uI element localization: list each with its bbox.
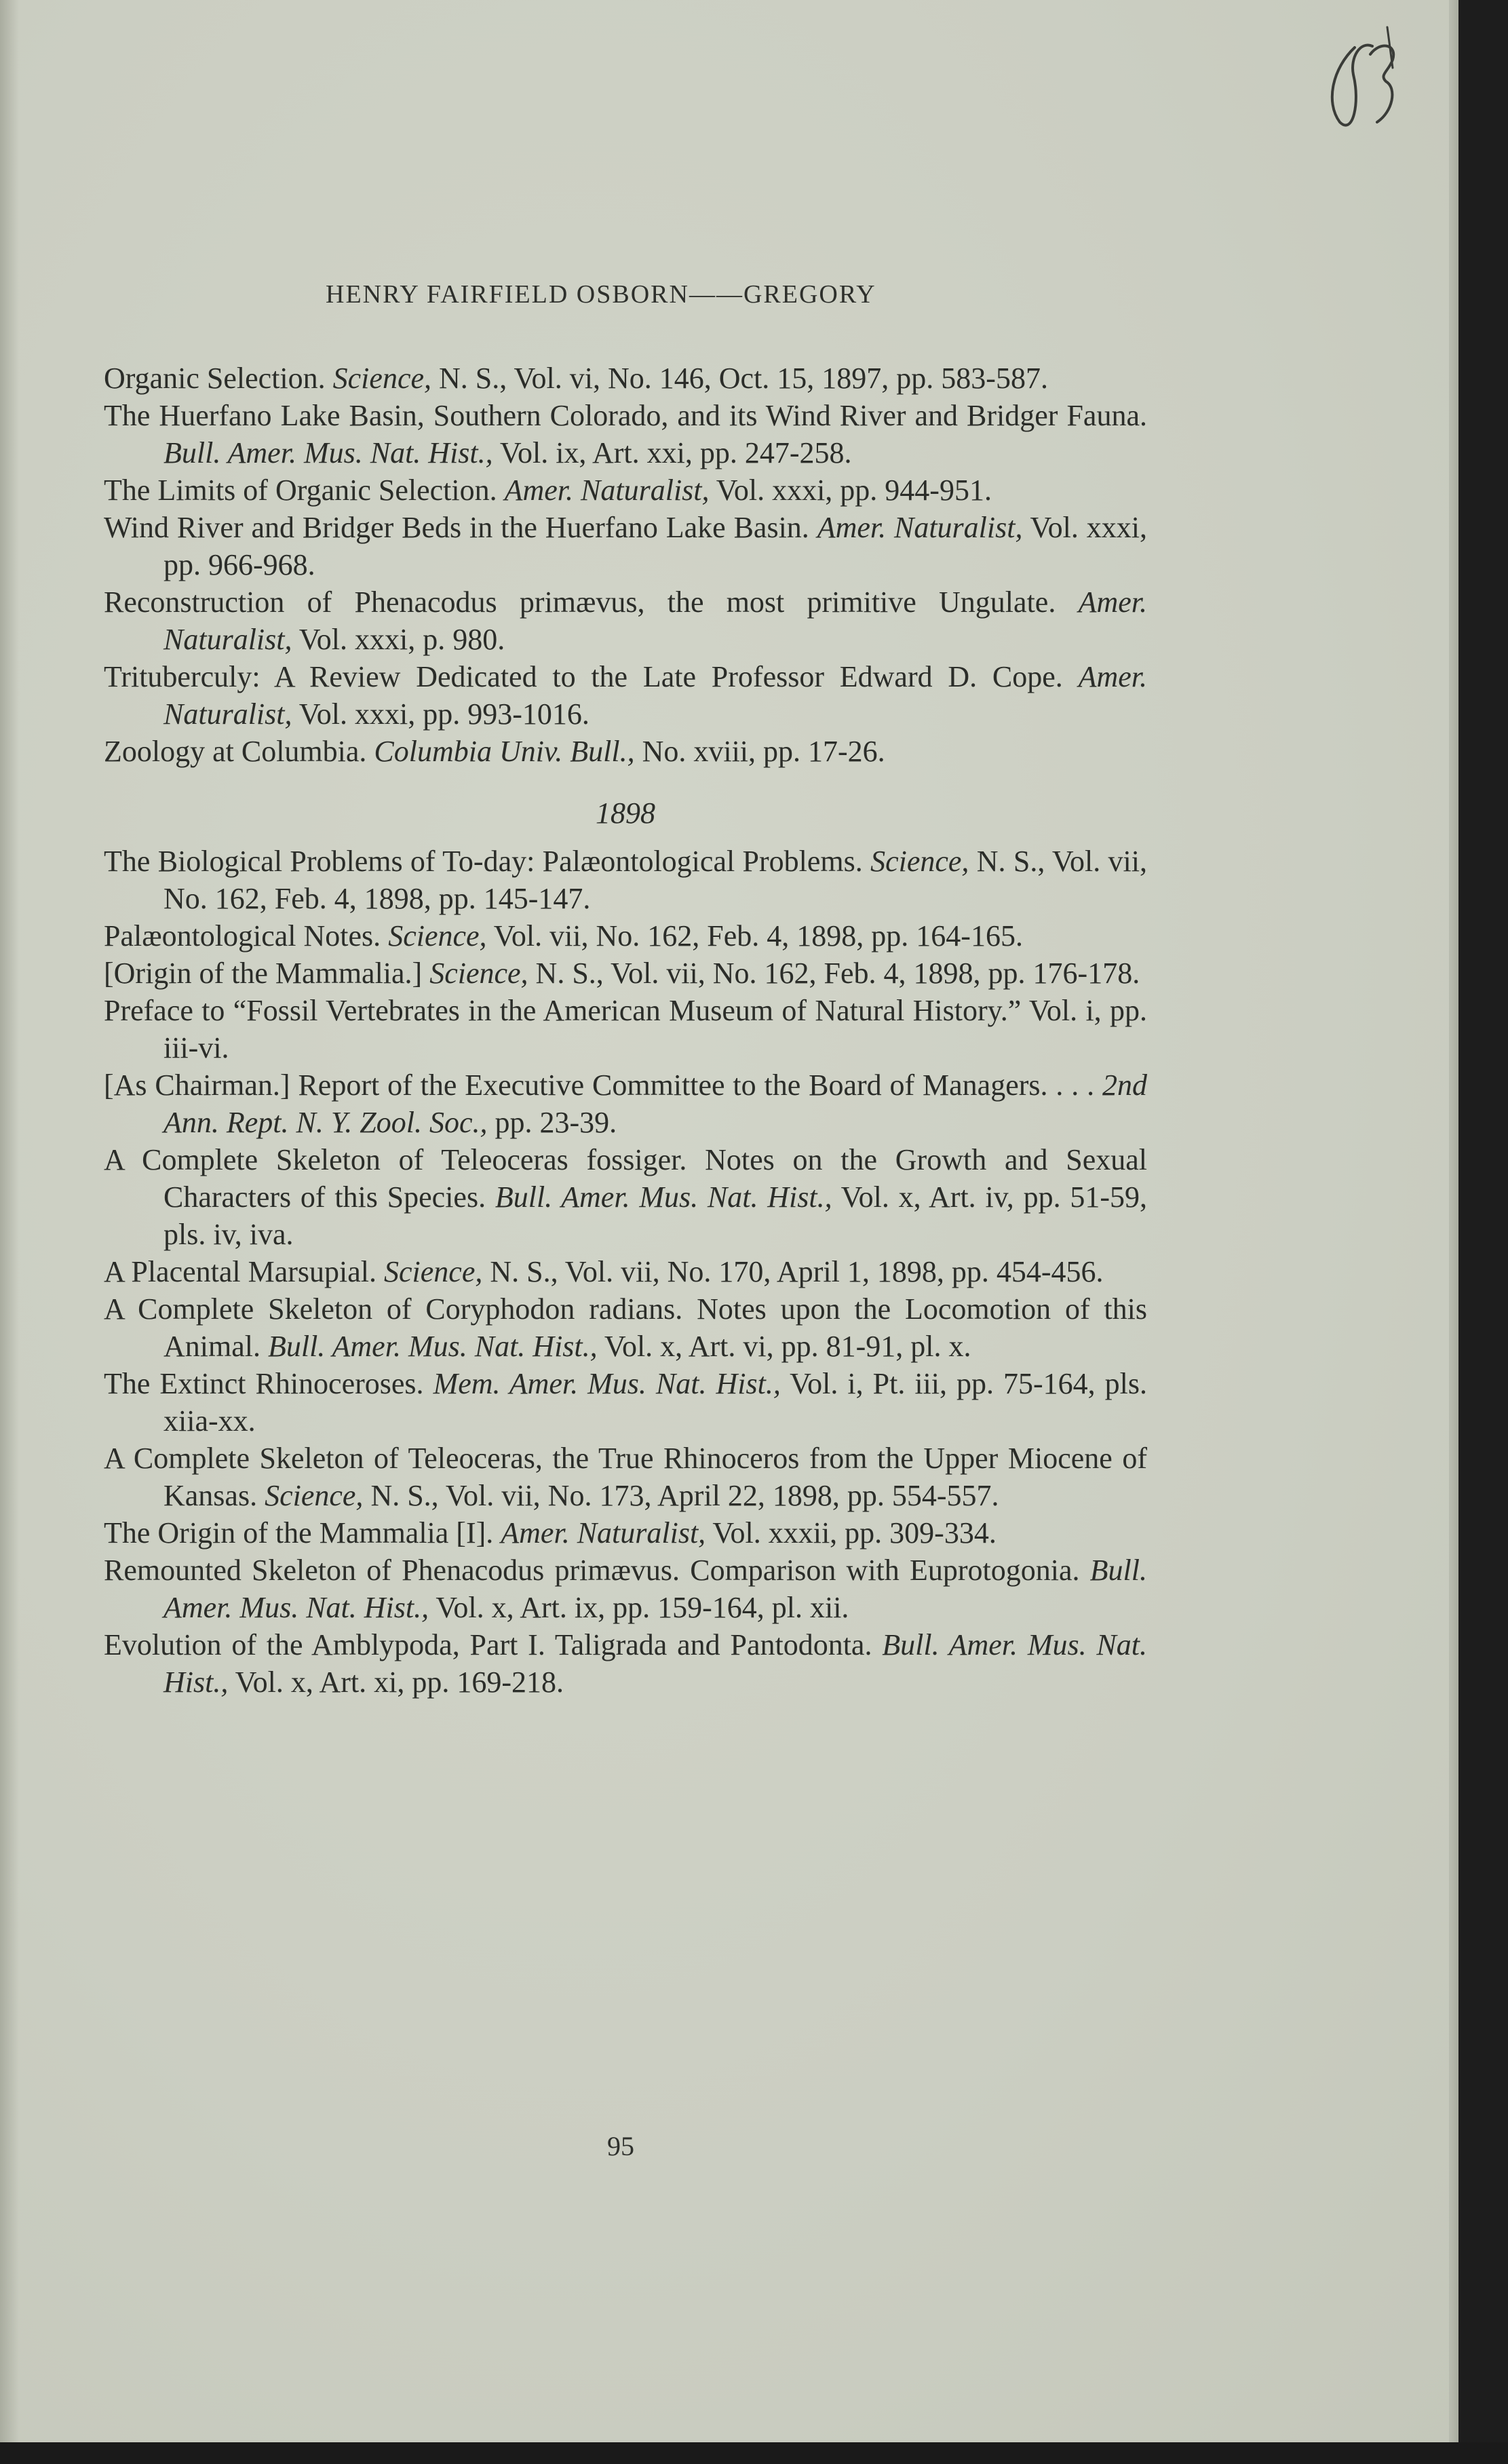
entry-journal: Amer. Naturalist, — [163, 660, 1147, 731]
entry-journal: Amer. Naturalist, — [163, 585, 1147, 656]
bibliography-entry — [104, 1626, 1147, 1701]
bibliography-entry — [104, 509, 1147, 583]
entry-journal: Science, — [265, 1479, 364, 1512]
entry-citation: Vol. xxxi, pp. 966-968. — [163, 511, 1147, 581]
entry-title: [Origin of the Mammalia.] — [104, 957, 430, 990]
entry-journal: Bull. Amer. Mus. Nat. Hist., — [163, 436, 493, 469]
bibliography-entry — [104, 1552, 1147, 1626]
entry-citation: N. S., Vol. vii, No. 173, April 22, 1898, pp. 554-557. — [363, 1479, 999, 1512]
bibliography-entry — [104, 917, 1147, 955]
entry-citation: N. S., Vol. vii, No. 162, Feb. 4, 1898, pp. 176-178. — [528, 957, 1140, 990]
bibliography-entry — [104, 1141, 1147, 1253]
entry-journal: Science, — [870, 845, 969, 878]
bibliography-body — [104, 360, 1147, 1701]
handwritten-folio-mark — [1313, 20, 1414, 142]
entry-journal: Mem. Amer. Mus. Nat. Hist., — [433, 1367, 781, 1400]
bibliography-entry — [104, 992, 1147, 1066]
entry-citation: Vol. xxxii, pp. 309-334. — [705, 1516, 997, 1549]
entry-title: The Huerfano Lake Basin, Southern Colorado, and its Wind River and Bridger Fauna. — [104, 399, 1147, 432]
entry-citation: pp. 23-39. — [487, 1106, 617, 1139]
entry-title: Palæontological Notes. — [104, 919, 389, 952]
bibliography-entry — [104, 1365, 1147, 1440]
bibliography-entry — [104, 1514, 1147, 1552]
entry-title: The Limits of Organic Selection. — [104, 474, 505, 507]
entry-journal: Science, — [332, 362, 431, 395]
entry-journal: Science, — [429, 957, 528, 990]
entry-title: Preface to “Fossil Vertebrates in the American Museum of Natural History.” Vol. i, pp. iii-vi. — [104, 994, 1147, 1064]
entry-title: Trituberculy: A Review Dedicated to the Late Professor Edward D. Cope. — [104, 660, 1079, 693]
entry-citation: Vol. ix, Art. xxi, pp. 247-258. — [492, 436, 852, 469]
entry-journal: Science, — [388, 919, 487, 952]
entry-citation: N. S., Vol. vi, No. 146, Oct. 15, 1897, pp. 583-587. — [431, 362, 1048, 395]
running-header: HENRY FAIRFIELD OSBORN——GREGORY — [326, 280, 876, 309]
entry-citation: Vol. xxxi, pp. 944-951. — [709, 474, 992, 507]
entry-citation: N. S., Vol. vii, No. 170, April 1, 1898, pp. 454-456. — [482, 1255, 1104, 1288]
entry-citation: Vol. x, Art. xi, pp. 169-218. — [228, 1666, 564, 1699]
entry-journal: Bull. Amer. Mus. Nat. Hist., — [163, 1554, 1147, 1624]
bibliography-entry — [104, 471, 1147, 509]
entry-title: The Extinct Rhinoceroses. — [104, 1367, 433, 1400]
entry-citation: Vol. vii, No. 162, Feb. 4, 1898, pp. 164-165. — [486, 919, 1023, 952]
bibliography-entry — [104, 955, 1147, 992]
gutter-shadow — [0, 0, 19, 2442]
entry-title: A Placental Marsupial. — [104, 1255, 385, 1288]
entry-title: The Origin of the Mammalia [I]. — [104, 1516, 501, 1549]
entry-journal: Bull. Amer. Mus. Nat. Hist., — [163, 1628, 1147, 1699]
entries-1898 — [104, 843, 1147, 1701]
entry-citation: No. xviii, pp. 17-26. — [634, 735, 885, 768]
bibliography-entry — [104, 1290, 1147, 1365]
entry-title: A Complete Skeleton of Coryphodon radians. Notes upon the Locomotion of this Animal. — [104, 1292, 1147, 1363]
bibliography-entry — [104, 658, 1147, 733]
entry-journal: Amer. Naturalist, — [817, 511, 1023, 544]
entry-citation: Vol. x, Art. ix, pp. 159-164, pl. xii. — [429, 1591, 849, 1624]
entry-journal: Science, — [384, 1255, 483, 1288]
entry-title: Reconstruction of Phenacodus primævus, the most primitive Ungulate. — [104, 585, 1079, 619]
entry-title: Remounted Skeleton of Phenacodus primævus. Comparison with Euprotogonia. — [104, 1554, 1090, 1587]
bibliography-entry — [104, 843, 1147, 917]
entry-title: A Complete Skeleton of Teleoceras, the True Rhinoceros from the Upper Miocene of Kansas. — [104, 1442, 1147, 1512]
page-edge — [1449, 0, 1458, 2442]
entry-title: [As Chairman.] Report of the Executive Committee to the Board of Managers. . . . — [104, 1069, 1102, 1102]
entry-citation: Vol. xxxi, pp. 993-1016. — [292, 697, 589, 731]
entry-title: The Biological Problems of To-day: Palæontological Problems. — [104, 845, 871, 878]
bibliography-entry — [104, 1440, 1147, 1514]
bibliography-entry — [104, 360, 1147, 397]
page-number: 95 — [607, 2131, 634, 2161]
entry-citation: Vol. i, Pt. iii, pp. 75-164, pls. xiia-xx. — [163, 1367, 1147, 1438]
entry-journal: Amer. Naturalist, — [501, 1516, 706, 1549]
entry-title: A Complete Skeleton of Teleoceras fossiger. Notes on the Growth and Sexual Characters of this Species. — [104, 1143, 1147, 1214]
bibliography-entry — [104, 733, 1147, 770]
entry-title: Wind River and Bridger Beds in the Huerfano Lake Basin. — [104, 511, 817, 544]
entry-journal: Bull. Amer. Mus. Nat. Hist., — [267, 1330, 598, 1363]
bibliography-entry — [104, 397, 1147, 471]
entry-citation: Vol. xxxi, p. 980. — [292, 623, 505, 656]
entry-journal: Columbia Univ. Bull., — [374, 735, 635, 768]
entry-title: Organic Selection. — [104, 362, 333, 395]
bibliography-entry — [104, 1066, 1147, 1141]
entry-journal: Amer. Naturalist, — [504, 474, 710, 507]
year-heading: 1898 — [596, 796, 655, 830]
entry-journal: 2nd Ann. Rept. N. Y. Zool. Soc., — [163, 1069, 1147, 1139]
bibliography-entry — [104, 583, 1147, 658]
entry-citation: N. S., Vol. vii, No. 162, Feb. 4, 1898, pp. 145-147. — [163, 845, 1147, 915]
entries-1897 — [104, 360, 1147, 770]
entry-title: Evolution of the Amblypoda, Part I. Taligrada and Pantodonta. — [104, 1628, 883, 1661]
entry-journal: Bull. Amer. Mus. Nat. Hist., — [495, 1180, 832, 1214]
entry-citation: Vol. x, Art. iv, pp. 51-59, pls. iv, iva. — [163, 1180, 1148, 1251]
entry-citation: Vol. x, Art. vi, pp. 81-91, pl. x. — [597, 1330, 971, 1363]
scan-bottom-band — [0, 2442, 1508, 2464]
bibliography-entry — [104, 1253, 1147, 1290]
entry-title: Zoology at Columbia. — [104, 735, 374, 768]
